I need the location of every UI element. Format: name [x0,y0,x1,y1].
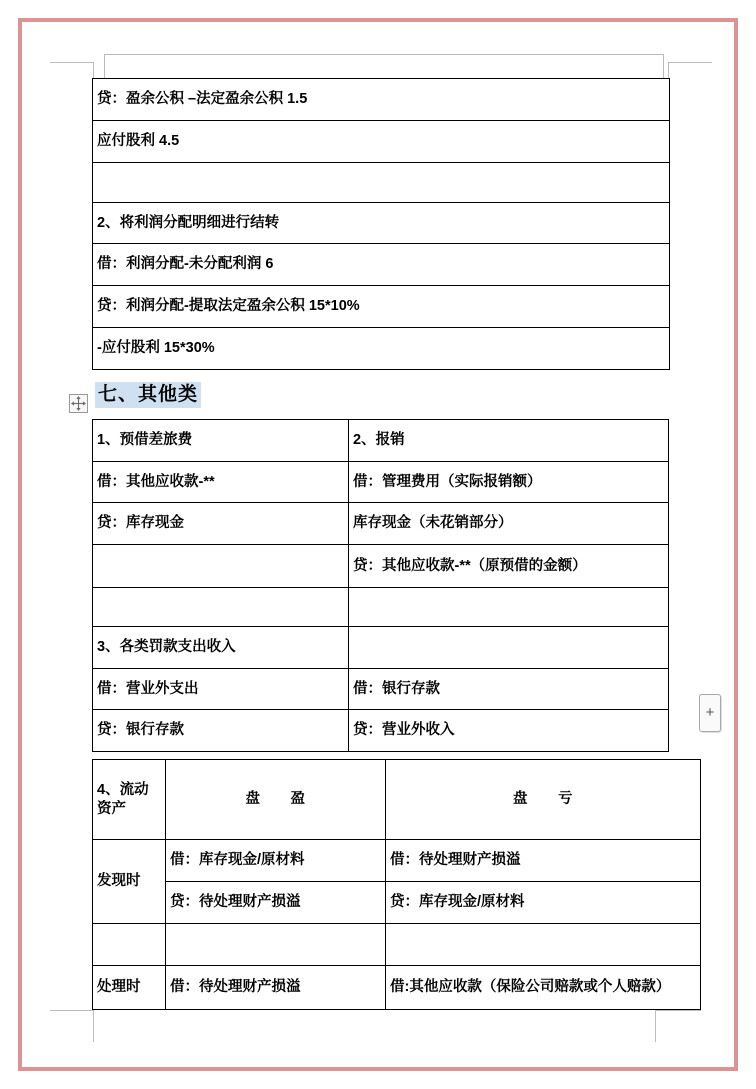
crop-mark-top-right [668,62,712,92]
cell-heading-travel-advance: 1、预借差旅费 [93,420,349,462]
table-row[interactable] [93,503,669,545]
crop-mark-bottom-right [655,1010,701,1042]
cell-credit-cash-on-hand: 贷：库存现金 [93,503,349,545]
cell-column-deficit: 盘 亏 [386,760,701,840]
cell-row-label-found: 发现时 [93,840,166,924]
table-row[interactable] [93,840,701,882]
partial-table-above [104,54,664,81]
table-row[interactable] [93,545,669,588]
cell-found-surplus-debit: 借：库存现金/原材料 [166,840,386,882]
table-row[interactable] [93,760,701,840]
cell-row-label-handled: 处理时 [93,966,166,1010]
cell-debit-admin-expense: 借：管理费用（实际报销额） [349,462,669,503]
table-row[interactable] [93,924,701,966]
cell-credit-other-receivable-original: 贷：其他应收款-**（原预借的金额） [349,545,669,588]
partial-table-cell [105,55,664,81]
entry-dividends-payable: 应付股利 4.5 [93,121,670,163]
cell-heading-reimbursement: 2、报销 [349,420,669,462]
cell-blank-label [93,924,166,966]
entry-debit-undistributed-profit: 借：利润分配-未分配利润 6 [93,244,670,286]
cell-blank-right-2 [349,588,669,627]
entry-blank-row-1 [93,163,670,203]
table-profit-distribution[interactable] [92,78,670,370]
entry-credit-surplus-reserve: 贷：盈余公积 –法定盈余公积 1.5 [93,79,670,121]
cell-blank-surplus [166,924,386,966]
table-row[interactable] [93,669,669,710]
cell-found-deficit-credit: 贷：库存现金/原材料 [386,882,701,924]
cell-handled-surplus: 借：待处理财产损溢 [166,966,386,1010]
table-row[interactable] [93,286,670,328]
table-move-handle-icon[interactable] [69,394,88,413]
table-row[interactable] [93,588,669,627]
cell-credit-bank-deposit: 贷：银行存款 [93,710,349,752]
cell-debit-bank-deposit: 借：银行存款 [349,669,669,710]
entry-heading-carry-forward: 2、将利润分配明细进行结转 [93,203,670,244]
crop-mark-top-left [50,62,94,92]
table-row[interactable] [93,882,701,924]
cell-credit-non-operating-income: 贷：营业外收入 [349,710,669,752]
cell-debit-other-receivable: 借：其他应收款-** [93,462,349,503]
cell-blank-deficit [386,924,701,966]
cell-blank-right-3 [349,627,669,669]
cell-heading-penalty: 3、各类罚款支出收入 [93,627,349,669]
table-row[interactable] [93,627,669,669]
cell-found-surplus-credit: 贷：待处理财产损溢 [166,882,386,924]
cell-column-surplus: 盘 盈 [166,760,386,840]
table-row[interactable] [93,79,670,121]
entry-credit-statutory-surplus: 贷：利润分配-提取法定盈余公积 15*10% [93,286,670,328]
cell-current-assets-label: 4、流动资产 [93,760,166,840]
section-heading-other: 七、其他类 [95,382,201,408]
table-row[interactable] [93,462,669,503]
crop-mark-bottom-left [50,1010,94,1042]
cell-cash-on-hand-unspent: 库存现金（未花销部分） [349,503,669,545]
table-current-assets[interactable] [92,759,701,1010]
table-other-entries[interactable] [92,419,669,752]
cell-blank-left-2 [93,588,349,627]
table-row[interactable] [93,244,670,286]
table-row[interactable] [93,203,670,244]
cell-debit-non-operating-expense: 借：营业外支出 [93,669,349,710]
table-row[interactable] [93,420,669,462]
table-row[interactable] [93,121,670,163]
table-row[interactable] [93,710,669,752]
cell-handled-deficit: 借:其他应收款（保险公司赔款或个人赔款） [386,966,701,1010]
table-row[interactable] [93,966,701,1010]
add-column-button[interactable]: + [699,694,721,732]
cell-found-deficit-debit: 借：待处理财产损溢 [386,840,701,882]
table-row[interactable] [93,328,670,370]
cell-blank-left-1 [93,545,349,588]
entry-credit-dividends-payable: -应付股利 15*30% [93,328,670,370]
table-row[interactable] [93,163,670,203]
